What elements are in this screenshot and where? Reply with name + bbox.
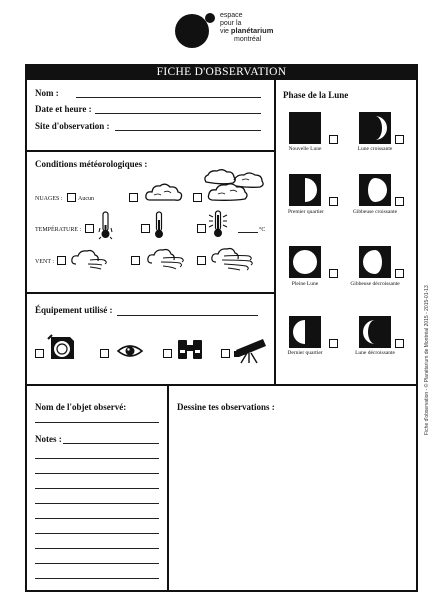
- moon-column-divider: [274, 80, 276, 385]
- waning-crescent-label: Lune décroissante: [355, 350, 395, 356]
- first-quarter-checkbox[interactable]: [329, 197, 338, 206]
- full-moon-icon: [289, 246, 321, 278]
- datetime-label: Date et heure :: [35, 104, 92, 114]
- waning-gibbous-label: Gibbeuse décroissante: [350, 281, 400, 287]
- eye-icon: [116, 343, 144, 359]
- bottom-column-divider: [167, 384, 169, 592]
- temp-cold-checkbox[interactable]: [85, 224, 94, 233]
- planisphere-icon: [46, 333, 78, 363]
- waxing-crescent-icon: [359, 112, 391, 144]
- clouds-none-checkbox[interactable]: [67, 193, 76, 202]
- clouds-label: NUAGES :: [35, 196, 63, 202]
- logo-city: montréal: [234, 35, 262, 43]
- planetarium-logo: [172, 10, 292, 50]
- last-quarter-label: Dernier quartier: [287, 350, 323, 356]
- wind-moderate-checkbox[interactable]: [131, 256, 140, 265]
- name-label: Nom :: [35, 88, 59, 98]
- thermometer-icon: [153, 210, 165, 240]
- many-clouds-icon: [202, 168, 266, 204]
- notes-line[interactable]: [63, 443, 159, 444]
- notes-line[interactable]: [35, 503, 159, 504]
- notes-line[interactable]: [35, 518, 159, 519]
- divider-after-equipment: [25, 384, 418, 386]
- logo-name: planétarium: [230, 26, 274, 35]
- notes-line[interactable]: [35, 473, 159, 474]
- equipment-heading: Équipement utilisé :: [35, 305, 113, 315]
- logo-line-1: espace: [220, 12, 243, 19]
- logo-line-2: pour la: [220, 19, 242, 27]
- notes-line[interactable]: [35, 533, 159, 534]
- sheet-title: FICHE D'OBSERVATION: [25, 64, 418, 80]
- waxing-gibbous-icon: [359, 174, 391, 206]
- logo-line-3: vie: [220, 28, 229, 35]
- waxing-crescent-label: Lune croissante: [357, 146, 393, 152]
- logo-mark-icon: [172, 10, 220, 50]
- temp-mild-checkbox[interactable]: [141, 224, 150, 233]
- temperature-unit: °C: [259, 227, 266, 233]
- binoculars-icon: [176, 336, 204, 362]
- eye-protection-checkbox[interactable]: [35, 349, 44, 358]
- strong-wind-icon: [210, 246, 256, 272]
- waning-gibbous-checkbox[interactable]: [395, 269, 404, 278]
- first-quarter-label: Premier quartier: [288, 209, 324, 215]
- full-moon-checkbox[interactable]: [329, 269, 338, 278]
- light-wind-icon: [70, 248, 110, 270]
- drawing-heading: Dessine tes observations :: [177, 402, 275, 412]
- wind-light-checkbox[interactable]: [57, 256, 66, 265]
- telescope-icon: [233, 336, 269, 364]
- first-quarter-icon: [289, 174, 321, 206]
- last-quarter-icon: [289, 316, 321, 348]
- clouds-none-label: Aucun: [78, 196, 94, 202]
- site-label: Site d'observation :: [35, 121, 110, 131]
- notes-label: Notes :: [35, 434, 62, 444]
- divider-after-weather: [25, 292, 275, 294]
- site-field[interactable]: [115, 130, 261, 131]
- notes-line[interactable]: [35, 458, 159, 459]
- waxing-gibbous-label: Gibbeuse croissante: [352, 209, 398, 215]
- new-moon-checkbox[interactable]: [329, 135, 338, 144]
- equipment-field[interactable]: [117, 315, 258, 316]
- clouds-few-checkbox[interactable]: [129, 193, 138, 202]
- clouds-many-checkbox[interactable]: [193, 193, 202, 202]
- waning-gibbous-icon: [359, 246, 391, 278]
- name-field[interactable]: [76, 97, 261, 98]
- object-name-label: Nom de l'objet observé:: [35, 402, 127, 412]
- wind-strong-checkbox[interactable]: [197, 256, 206, 265]
- side-copyright-note: Fiche d'observation - © Planétarium de Montréal 2015 - 2015-01-13: [424, 285, 430, 435]
- new-moon-icon: [289, 112, 321, 144]
- notes-line[interactable]: [35, 563, 159, 564]
- last-quarter-checkbox[interactable]: [329, 339, 338, 348]
- naked-eye-checkbox[interactable]: [100, 349, 109, 358]
- drawing-area[interactable]: [170, 416, 416, 590]
- new-moon-label: Nouvelle Lune: [288, 146, 322, 152]
- object-name-field[interactable]: [35, 422, 159, 423]
- waxing-crescent-checkbox[interactable]: [395, 135, 404, 144]
- hot-thermometer-icon: [207, 209, 229, 239]
- moon-heading: Phase de la Lune: [283, 90, 349, 100]
- waning-crescent-checkbox[interactable]: [395, 339, 404, 348]
- notes-line[interactable]: [35, 578, 159, 579]
- cloud-icon: [144, 180, 184, 204]
- notes-line[interactable]: [35, 488, 159, 489]
- telescope-checkbox[interactable]: [221, 349, 230, 358]
- binoculars-checkbox[interactable]: [163, 349, 172, 358]
- waxing-gibbous-checkbox[interactable]: [395, 197, 404, 206]
- wind-label: VENT :: [35, 259, 55, 265]
- temp-hot-checkbox[interactable]: [197, 224, 206, 233]
- notes-line[interactable]: [35, 548, 159, 549]
- wind-icon: [146, 247, 186, 271]
- weather-heading: Conditions météorologiques :: [35, 159, 148, 169]
- full-moon-label: Pleine Lune: [291, 281, 319, 287]
- cold-thermometer-icon: [98, 210, 114, 240]
- datetime-field[interactable]: [95, 113, 261, 114]
- logo-text: [220, 12, 273, 43]
- divider-after-header: [25, 150, 275, 152]
- temperature-label: TEMPÉRATURE :: [35, 227, 82, 233]
- waning-crescent-icon: [359, 316, 391, 348]
- temperature-field[interactable]: [238, 232, 258, 233]
